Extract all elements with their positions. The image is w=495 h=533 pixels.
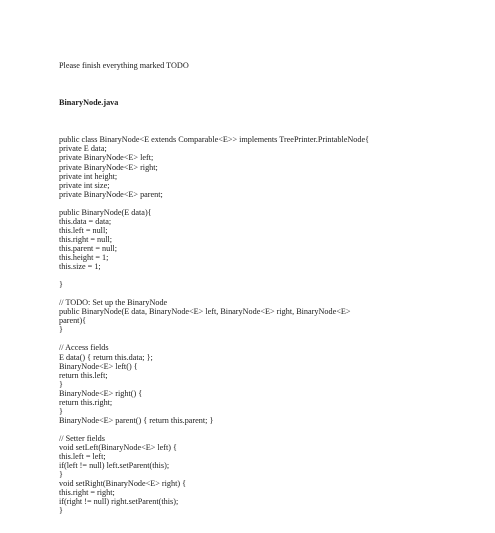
- code-line: [59, 289, 479, 298]
- code-line: BinaryNode<E> left() {: [59, 361, 138, 371]
- code-line: [59, 425, 479, 434]
- code-line: BinaryNode<E> right() {: [59, 388, 143, 398]
- code-line: private int height;: [59, 171, 118, 181]
- code-line: if(left != null) left.setParent(this);: [59, 461, 170, 471]
- code-line: this.left = null;: [59, 225, 108, 235]
- code-line: }: [59, 506, 63, 516]
- code-line: this.right = null;: [59, 234, 113, 244]
- code-line: // Setter fields: [59, 433, 105, 443]
- code-line: }: [59, 280, 63, 290]
- code-line: private BinaryNode<E> left;: [59, 153, 154, 163]
- code-line: this.height = 1;: [59, 252, 109, 262]
- document-body: [59, 43, 479, 533]
- code-line: // Access fields: [59, 343, 109, 353]
- code-line: private int size;: [59, 180, 110, 190]
- code-line: }: [59, 406, 63, 416]
- code-line: public BinaryNode(E data, BinaryNode<E> left, BinaryNode<E> right, BinaryNode<E>: [59, 307, 351, 317]
- code-line: E data() { return this.data; };: [59, 352, 153, 362]
- code-line: return this.left;: [59, 370, 108, 380]
- code-line: if(right != null) right.setParent(this);: [59, 497, 179, 507]
- code-line: this.size = 1;: [59, 262, 101, 272]
- code-line: this.data = data;: [59, 216, 112, 226]
- code-line: }: [59, 470, 63, 480]
- code-line: // TODO: Set up the BinaryNode: [59, 298, 168, 308]
- code-line: private E data;: [59, 144, 107, 154]
- code-block: [59, 135, 479, 515]
- code-line: }: [59, 379, 63, 389]
- code-line: [59, 271, 479, 280]
- code-line: this.left = left;: [59, 452, 106, 462]
- code-line: this.parent = null;: [59, 243, 118, 253]
- instruction-text: Please finish everything marked TODO: [59, 61, 189, 71]
- code-line: public class BinaryNode<E extends Comparable<E>> implements TreePrinter.PrintableNode{: [59, 135, 370, 145]
- code-line: private BinaryNode<E> parent;: [59, 189, 163, 199]
- code-line: private BinaryNode<E> right;: [59, 162, 158, 172]
- file-name-heading: BinaryNode.java: [59, 98, 119, 108]
- code-line: return this.right;: [59, 397, 113, 407]
- code-line: [59, 334, 479, 343]
- code-line: [59, 199, 479, 208]
- code-line: BinaryNode<E> parent() { return this.parent; }: [59, 415, 214, 425]
- code-line: this.right = right;: [59, 488, 115, 498]
- code-line: public BinaryNode(E data){: [59, 207, 152, 217]
- code-line: void setRight(BinaryNode<E> right) {: [59, 479, 187, 489]
- code-line: void setLeft(BinaryNode<E> left) {: [59, 442, 177, 452]
- code-line: parent){: [59, 316, 87, 326]
- code-line: }: [59, 325, 63, 335]
